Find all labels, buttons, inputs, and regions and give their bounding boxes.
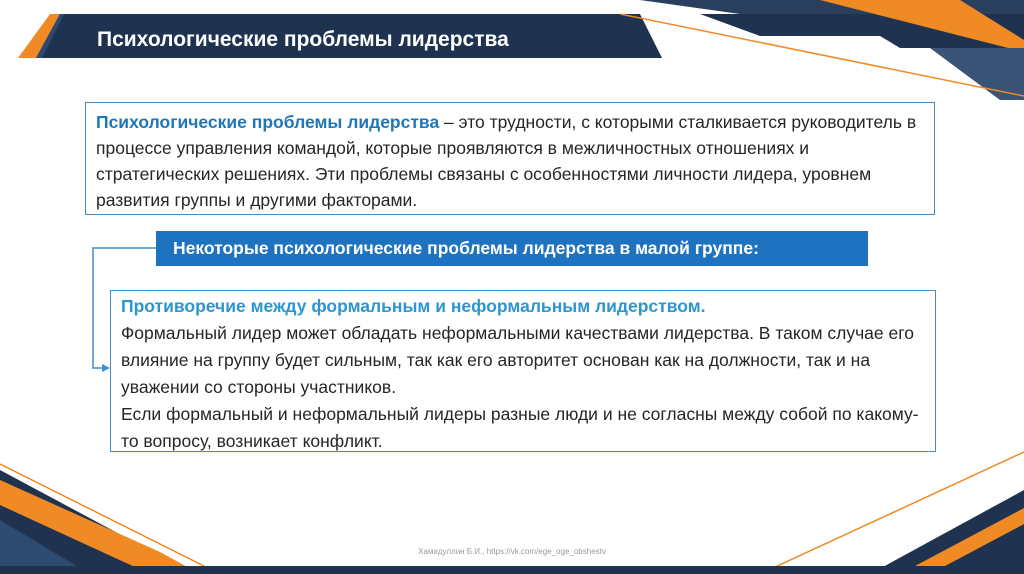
problem-paragraph-2: Если формальный и неформальный лидеры разные люди и не согласны между собой по какому-то вопросу, возникает конфликт. bbox=[121, 404, 919, 451]
problem-box bbox=[110, 290, 936, 452]
slide-title: Психологические проблемы лидерства bbox=[97, 28, 509, 51]
definition-text: – это трудности, с которыми сталкивается руководитель в процессе управления командой, которые проявляются в межличностных отношениях и стратегических решениях. Эти проблемы связаны с особенностями личности лидера, уровнем развития группы и другими факторами. bbox=[96, 112, 917, 210]
problem-paragraph-1: Формальный лидер может обладать неформальными качествами лидерства. В таком случае его влияние на группу будет сильным, так как его авторитет основан как на должности, так и на уважении со стороны участников. bbox=[121, 323, 914, 397]
author-credit: Хамидуллин Б.И., https://vk.com/ege_oge_obshestv bbox=[418, 547, 606, 556]
definition-term: Психологические проблемы лидерства bbox=[96, 112, 440, 132]
definition-box bbox=[85, 102, 935, 215]
connector-arrowhead bbox=[102, 364, 110, 372]
subheading: Некоторые психологические проблемы лидерства в малой группе: bbox=[156, 231, 868, 266]
top-right-shape-3 bbox=[930, 48, 1024, 100]
problem-title: Противоречие между формальным и неформальным лидерством. bbox=[121, 296, 706, 316]
bottom-band bbox=[0, 566, 1024, 574]
